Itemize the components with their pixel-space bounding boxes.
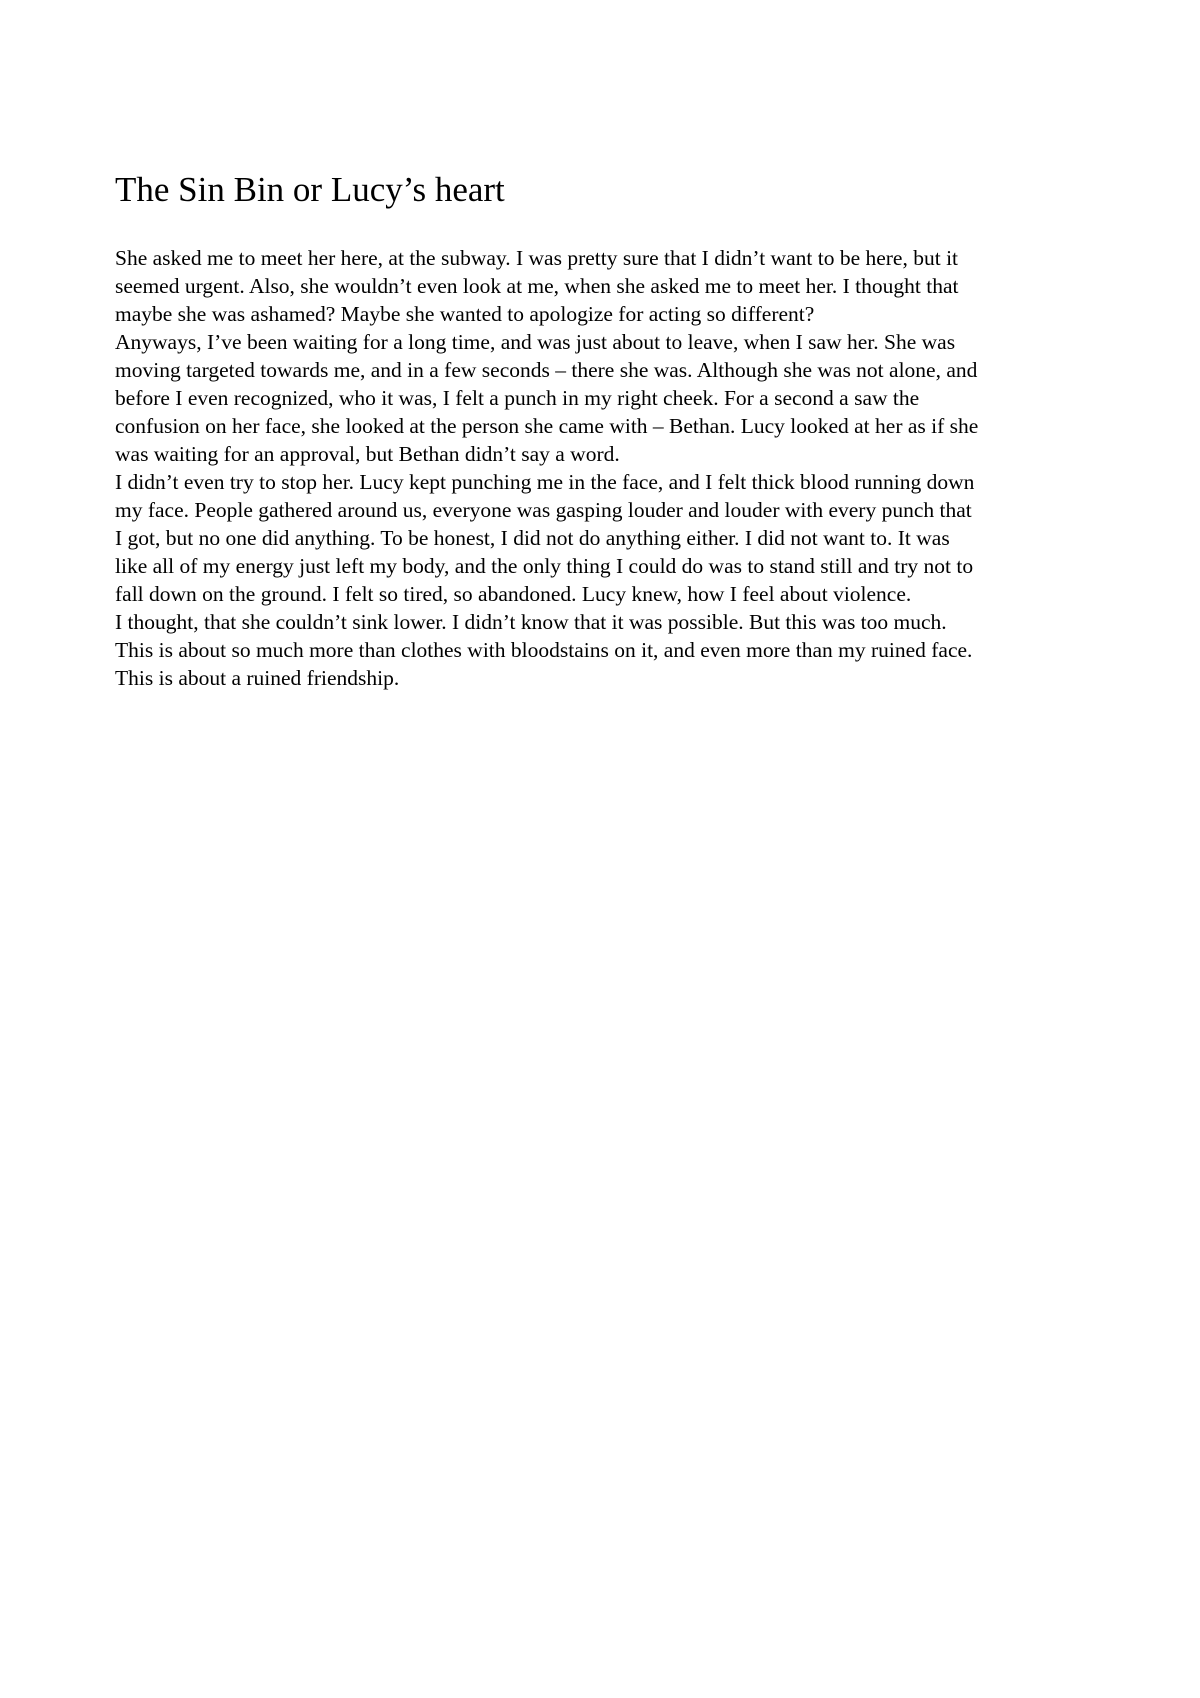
body-line: confusion on her face, she looked at the person she came with – Bethan. Lucy looked at her as if she xyxy=(115,414,979,439)
body-line: She asked me to meet her here, at the subway. I was pretty sure that I didn’t want to be here, but it xyxy=(115,246,959,271)
body-line: moving targeted towards me, and in a few seconds – there she was. Although she was not alone, and xyxy=(115,358,978,383)
body-line: I didn’t even try to stop her. Lucy kept punching me in the face, and I felt thick blood running down xyxy=(115,470,975,495)
document-body xyxy=(115,244,1105,692)
body-line: my face. People gathered around us, everyone was gasping louder and louder with every punch that xyxy=(115,498,972,523)
body-line: was waiting for an approval, but Bethan didn’t say a word. xyxy=(115,442,620,467)
body-line: Anyways, I’ve been waiting for a long time, and was just about to leave, when I saw her. She was xyxy=(115,330,956,355)
body-line: seemed urgent. Also, she wouldn’t even look at me, when she asked me to meet her. I thought that xyxy=(115,274,959,299)
body-line: fall down on the ground. I felt so tired, so abandoned. Lucy knew, how I feel about violence. xyxy=(115,582,912,607)
body-line: maybe she was ashamed? Maybe she wanted to apologize for acting so different? xyxy=(115,302,815,327)
document-content xyxy=(115,170,1105,692)
body-line: I thought, that she couldn’t sink lower. I didn’t know that it was possible. But this was too much. xyxy=(115,610,947,635)
body-line: I got, but no one did anything. To be honest, I did not do anything either. I did not want to. It was xyxy=(115,526,950,551)
body-line: before I even recognized, who it was, I felt a punch in my right cheek. For a second a saw the xyxy=(115,386,920,411)
body-line: This is about so much more than clothes with bloodstains on it, and even more than my ruined face. xyxy=(115,638,973,663)
body-line: This is about a ruined friendship. xyxy=(115,666,400,691)
body-line: like all of my energy just left my body, and the only thing I could do was to stand still and try not to xyxy=(115,554,974,579)
document-title: The Sin Bin or Lucy’s heart xyxy=(115,170,505,209)
